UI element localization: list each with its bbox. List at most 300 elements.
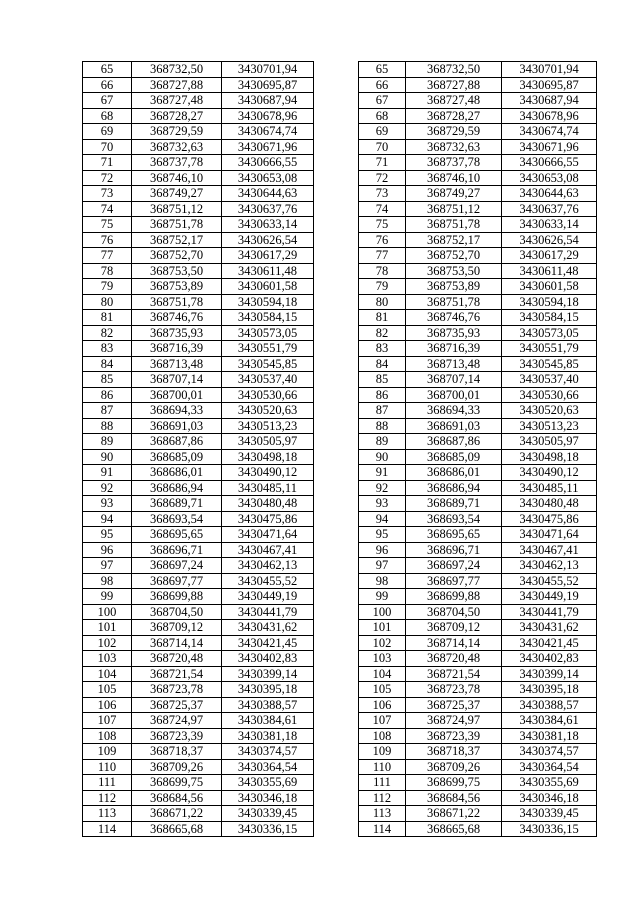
left-point-number-cell: 83: [83, 341, 132, 357]
right-x-coordinate-cell: 368752,17: [406, 232, 502, 248]
table-row: [83, 620, 597, 636]
left-point-number-cell: 94: [83, 511, 132, 527]
table-row: [83, 217, 597, 233]
right-point-number-cell: 88: [359, 418, 406, 434]
column-gap: [314, 713, 359, 729]
right-y-coordinate-cell: 3430455,52: [502, 573, 597, 589]
left-point-number-cell: 110: [83, 759, 132, 775]
left-point-number-cell: 84: [83, 356, 132, 372]
left-x-coordinate-cell: 368721,54: [132, 666, 222, 682]
column-gap: [314, 403, 359, 419]
right-point-number-cell: 83: [359, 341, 406, 357]
column-gap: [314, 697, 359, 713]
left-point-number-cell: 77: [83, 248, 132, 264]
column-gap: [314, 325, 359, 341]
left-y-coordinate-cell: 3430467,41: [222, 542, 314, 558]
right-x-coordinate-cell: 368699,88: [406, 589, 502, 605]
right-point-number-cell: 75: [359, 217, 406, 233]
left-x-coordinate-cell: 368723,78: [132, 682, 222, 698]
table-row: [83, 558, 597, 574]
table-row: [83, 542, 597, 558]
right-point-number-cell: 80: [359, 294, 406, 310]
left-y-coordinate-cell: 3430644,63: [222, 186, 314, 202]
left-x-coordinate-cell: 368687,86: [132, 434, 222, 450]
column-gap: [314, 604, 359, 620]
table-row: [83, 93, 597, 109]
column-gap: [314, 263, 359, 279]
column-gap: [314, 387, 359, 403]
left-point-number-cell: 78: [83, 263, 132, 279]
left-y-coordinate-cell: 3430381,18: [222, 728, 314, 744]
left-point-number-cell: 103: [83, 651, 132, 667]
right-x-coordinate-cell: 368716,39: [406, 341, 502, 357]
left-point-number-cell: 67: [83, 93, 132, 109]
right-y-coordinate-cell: 3430449,19: [502, 589, 597, 605]
table-row: [83, 139, 597, 155]
table-row: [83, 604, 597, 620]
left-x-coordinate-cell: 368732,50: [132, 62, 222, 78]
right-y-coordinate-cell: 3430431,62: [502, 620, 597, 636]
left-y-coordinate-cell: 3430431,62: [222, 620, 314, 636]
right-point-number-cell: 104: [359, 666, 406, 682]
right-point-number-cell: 100: [359, 604, 406, 620]
right-x-coordinate-cell: 368752,70: [406, 248, 502, 264]
right-point-number-cell: 89: [359, 434, 406, 450]
right-y-coordinate-cell: 3430475,86: [502, 511, 597, 527]
right-x-coordinate-cell: 368704,50: [406, 604, 502, 620]
right-x-coordinate-cell: 368720,48: [406, 651, 502, 667]
table-row: [83, 248, 597, 264]
right-point-number-cell: 87: [359, 403, 406, 419]
right-y-coordinate-cell: 3430573,05: [502, 325, 597, 341]
right-y-coordinate-cell: 3430611,48: [502, 263, 597, 279]
right-point-number-cell: 76: [359, 232, 406, 248]
column-gap: [314, 728, 359, 744]
left-x-coordinate-cell: 368729,59: [132, 124, 222, 140]
column-gap: [314, 542, 359, 558]
table-row: [83, 170, 597, 186]
table-row: [83, 372, 597, 388]
column-gap: [314, 372, 359, 388]
right-x-coordinate-cell: 368699,75: [406, 775, 502, 791]
right-y-coordinate-cell: 3430374,57: [502, 744, 597, 760]
left-x-coordinate-cell: 368713,48: [132, 356, 222, 372]
left-point-number-cell: 86: [83, 387, 132, 403]
column-gap: [314, 124, 359, 140]
right-y-coordinate-cell: 3430695,87: [502, 77, 597, 93]
right-y-coordinate-cell: 3430551,79: [502, 341, 597, 357]
left-point-number-cell: 108: [83, 728, 132, 744]
left-point-number-cell: 109: [83, 744, 132, 760]
right-x-coordinate-cell: 368696,71: [406, 542, 502, 558]
right-point-number-cell: 91: [359, 465, 406, 481]
right-y-coordinate-cell: 3430381,18: [502, 728, 597, 744]
table-row: [83, 666, 597, 682]
table-row: [83, 527, 597, 543]
left-point-number-cell: 66: [83, 77, 132, 93]
right-x-coordinate-cell: 368689,71: [406, 496, 502, 512]
right-x-coordinate-cell: 368723,39: [406, 728, 502, 744]
right-x-coordinate-cell: 368728,27: [406, 108, 502, 124]
column-gap: [314, 139, 359, 155]
left-y-coordinate-cell: 3430475,86: [222, 511, 314, 527]
right-x-coordinate-cell: 368687,86: [406, 434, 502, 450]
left-x-coordinate-cell: 368751,78: [132, 294, 222, 310]
left-x-coordinate-cell: 368737,78: [132, 155, 222, 171]
table-row: [83, 62, 597, 78]
left-y-coordinate-cell: 3430633,14: [222, 217, 314, 233]
left-y-coordinate-cell: 3430671,96: [222, 139, 314, 155]
column-gap: [314, 465, 359, 481]
column-gap: [314, 806, 359, 822]
right-point-number-cell: 65: [359, 62, 406, 78]
right-x-coordinate-cell: 368735,93: [406, 325, 502, 341]
left-point-number-cell: 97: [83, 558, 132, 574]
left-point-number-cell: 98: [83, 573, 132, 589]
left-point-number-cell: 89: [83, 434, 132, 450]
table-row: [83, 418, 597, 434]
column-gap: [314, 294, 359, 310]
column-gap: [314, 201, 359, 217]
right-point-number-cell: 112: [359, 790, 406, 806]
left-point-number-cell: 68: [83, 108, 132, 124]
column-gap: [314, 666, 359, 682]
right-x-coordinate-cell: 368686,01: [406, 465, 502, 481]
right-x-coordinate-cell: 368746,10: [406, 170, 502, 186]
left-x-coordinate-cell: 368693,54: [132, 511, 222, 527]
column-gap: [314, 449, 359, 465]
left-y-coordinate-cell: 3430573,05: [222, 325, 314, 341]
right-x-coordinate-cell: 368691,03: [406, 418, 502, 434]
table-row: [83, 310, 597, 326]
right-y-coordinate-cell: 3430355,69: [502, 775, 597, 791]
right-point-number-cell: 77: [359, 248, 406, 264]
column-gap: [314, 310, 359, 326]
table-row: [83, 806, 597, 822]
right-y-coordinate-cell: 3430601,58: [502, 279, 597, 295]
left-x-coordinate-cell: 368751,78: [132, 217, 222, 233]
table-row: [83, 589, 597, 605]
left-point-number-cell: 79: [83, 279, 132, 295]
right-x-coordinate-cell: 368721,54: [406, 666, 502, 682]
table-row: [83, 186, 597, 202]
left-point-number-cell: 75: [83, 217, 132, 233]
right-y-coordinate-cell: 3430467,41: [502, 542, 597, 558]
column-gap: [314, 341, 359, 357]
left-y-coordinate-cell: 3430611,48: [222, 263, 314, 279]
table-row: [83, 434, 597, 450]
table-row: [83, 77, 597, 93]
left-point-number-cell: 92: [83, 480, 132, 496]
left-point-number-cell: 90: [83, 449, 132, 465]
table-row: [83, 155, 597, 171]
left-x-coordinate-cell: 368753,89: [132, 279, 222, 295]
left-x-coordinate-cell: 368709,12: [132, 620, 222, 636]
table-row: [83, 759, 597, 775]
right-y-coordinate-cell: 3430513,23: [502, 418, 597, 434]
left-x-coordinate-cell: 368704,50: [132, 604, 222, 620]
left-x-coordinate-cell: 368751,12: [132, 201, 222, 217]
right-point-number-cell: 69: [359, 124, 406, 140]
left-point-number-cell: 69: [83, 124, 132, 140]
left-y-coordinate-cell: 3430455,52: [222, 573, 314, 589]
right-y-coordinate-cell: 3430339,45: [502, 806, 597, 822]
column-gap: [314, 93, 359, 109]
right-x-coordinate-cell: 368718,37: [406, 744, 502, 760]
right-y-coordinate-cell: 3430498,18: [502, 449, 597, 465]
left-y-coordinate-cell: 3430449,19: [222, 589, 314, 605]
right-x-coordinate-cell: 368684,56: [406, 790, 502, 806]
table-row: [83, 403, 597, 419]
right-x-coordinate-cell: 368707,14: [406, 372, 502, 388]
column-gap: [314, 527, 359, 543]
right-y-coordinate-cell: 3430346,18: [502, 790, 597, 806]
right-point-number-cell: 85: [359, 372, 406, 388]
left-x-coordinate-cell: 368696,71: [132, 542, 222, 558]
table-row: [83, 356, 597, 372]
right-point-number-cell: 78: [359, 263, 406, 279]
left-x-coordinate-cell: 368749,27: [132, 186, 222, 202]
left-y-coordinate-cell: 3430498,18: [222, 449, 314, 465]
left-point-number-cell: 114: [83, 821, 132, 837]
right-point-number-cell: 103: [359, 651, 406, 667]
column-gap: [314, 77, 359, 93]
right-point-number-cell: 67: [359, 93, 406, 109]
column-gap: [314, 682, 359, 698]
right-x-coordinate-cell: 368746,76: [406, 310, 502, 326]
column-gap: [314, 170, 359, 186]
right-x-coordinate-cell: 368685,09: [406, 449, 502, 465]
left-y-coordinate-cell: 3430374,57: [222, 744, 314, 760]
right-x-coordinate-cell: 368697,24: [406, 558, 502, 574]
column-gap: [314, 186, 359, 202]
left-point-number-cell: 93: [83, 496, 132, 512]
right-point-number-cell: 79: [359, 279, 406, 295]
left-x-coordinate-cell: 368709,26: [132, 759, 222, 775]
left-y-coordinate-cell: 3430695,87: [222, 77, 314, 93]
right-point-number-cell: 74: [359, 201, 406, 217]
right-y-coordinate-cell: 3430480,48: [502, 496, 597, 512]
left-point-number-cell: 73: [83, 186, 132, 202]
column-gap: [314, 434, 359, 450]
table-row: [83, 496, 597, 512]
table-row: [83, 573, 597, 589]
table-row: [83, 465, 597, 481]
left-x-coordinate-cell: 368728,27: [132, 108, 222, 124]
column-gap: [314, 573, 359, 589]
left-y-coordinate-cell: 3430584,15: [222, 310, 314, 326]
left-point-number-cell: 76: [83, 232, 132, 248]
column-gap: [314, 511, 359, 527]
left-y-coordinate-cell: 3430520,63: [222, 403, 314, 419]
right-point-number-cell: 111: [359, 775, 406, 791]
right-y-coordinate-cell: 3430399,14: [502, 666, 597, 682]
left-x-coordinate-cell: 368753,50: [132, 263, 222, 279]
left-point-number-cell: 71: [83, 155, 132, 171]
right-x-coordinate-cell: 368751,78: [406, 217, 502, 233]
left-x-coordinate-cell: 368752,17: [132, 232, 222, 248]
right-y-coordinate-cell: 3430671,96: [502, 139, 597, 155]
column-gap: [314, 790, 359, 806]
right-point-number-cell: 82: [359, 325, 406, 341]
right-point-number-cell: 105: [359, 682, 406, 698]
coordinates-table-body: [83, 62, 597, 837]
left-x-coordinate-cell: 368735,93: [132, 325, 222, 341]
right-y-coordinate-cell: 3430674,74: [502, 124, 597, 140]
column-gap: [314, 418, 359, 434]
left-y-coordinate-cell: 3430637,76: [222, 201, 314, 217]
left-y-coordinate-cell: 3430462,13: [222, 558, 314, 574]
column-gap: [314, 635, 359, 651]
right-point-number-cell: 72: [359, 170, 406, 186]
table-row: [83, 232, 597, 248]
left-point-number-cell: 74: [83, 201, 132, 217]
right-y-coordinate-cell: 3430471,64: [502, 527, 597, 543]
right-y-coordinate-cell: 3430388,57: [502, 697, 597, 713]
column-gap: [314, 775, 359, 791]
left-x-coordinate-cell: 368700,01: [132, 387, 222, 403]
right-x-coordinate-cell: 368723,78: [406, 682, 502, 698]
left-y-coordinate-cell: 3430505,97: [222, 434, 314, 450]
left-y-coordinate-cell: 3430395,18: [222, 682, 314, 698]
right-point-number-cell: 96: [359, 542, 406, 558]
right-point-number-cell: 99: [359, 589, 406, 605]
right-y-coordinate-cell: 3430584,15: [502, 310, 597, 326]
left-point-number-cell: 107: [83, 713, 132, 729]
left-y-coordinate-cell: 3430485,11: [222, 480, 314, 496]
table-row: [83, 697, 597, 713]
left-y-coordinate-cell: 3430545,85: [222, 356, 314, 372]
left-point-number-cell: 113: [83, 806, 132, 822]
right-point-number-cell: 110: [359, 759, 406, 775]
column-gap: [314, 821, 359, 837]
column-gap: [314, 232, 359, 248]
left-x-coordinate-cell: 368746,76: [132, 310, 222, 326]
left-y-coordinate-cell: 3430490,12: [222, 465, 314, 481]
table-row: [83, 325, 597, 341]
right-point-number-cell: 98: [359, 573, 406, 589]
left-point-number-cell: 111: [83, 775, 132, 791]
left-point-number-cell: 100: [83, 604, 132, 620]
left-x-coordinate-cell: 368691,03: [132, 418, 222, 434]
table-row: [83, 201, 597, 217]
column-gap: [314, 744, 359, 760]
left-point-number-cell: 88: [83, 418, 132, 434]
table-row: [83, 511, 597, 527]
left-point-number-cell: 82: [83, 325, 132, 341]
left-y-coordinate-cell: 3430701,94: [222, 62, 314, 78]
left-x-coordinate-cell: 368725,37: [132, 697, 222, 713]
right-y-coordinate-cell: 3430485,11: [502, 480, 597, 496]
right-point-number-cell: 107: [359, 713, 406, 729]
right-point-number-cell: 81: [359, 310, 406, 326]
table-row: [83, 108, 597, 124]
left-y-coordinate-cell: 3430687,94: [222, 93, 314, 109]
left-x-coordinate-cell: 368695,65: [132, 527, 222, 543]
column-gap: [314, 155, 359, 171]
right-x-coordinate-cell: 368694,33: [406, 403, 502, 419]
left-y-coordinate-cell: 3430617,29: [222, 248, 314, 264]
right-point-number-cell: 84: [359, 356, 406, 372]
left-point-number-cell: 65: [83, 62, 132, 78]
right-point-number-cell: 94: [359, 511, 406, 527]
right-x-coordinate-cell: 368709,12: [406, 620, 502, 636]
left-point-number-cell: 96: [83, 542, 132, 558]
left-x-coordinate-cell: 368685,09: [132, 449, 222, 465]
column-gap: [314, 480, 359, 496]
left-x-coordinate-cell: 368752,70: [132, 248, 222, 264]
right-x-coordinate-cell: 368671,22: [406, 806, 502, 822]
right-x-coordinate-cell: 368753,89: [406, 279, 502, 295]
right-y-coordinate-cell: 3430701,94: [502, 62, 597, 78]
table-row: [83, 790, 597, 806]
table-row: [83, 480, 597, 496]
left-y-coordinate-cell: 3430594,18: [222, 294, 314, 310]
right-y-coordinate-cell: 3430644,63: [502, 186, 597, 202]
right-point-number-cell: 68: [359, 108, 406, 124]
right-y-coordinate-cell: 3430678,96: [502, 108, 597, 124]
left-y-coordinate-cell: 3430441,79: [222, 604, 314, 620]
left-y-coordinate-cell: 3430399,14: [222, 666, 314, 682]
table-row: [83, 728, 597, 744]
right-point-number-cell: 95: [359, 527, 406, 543]
left-x-coordinate-cell: 368714,14: [132, 635, 222, 651]
left-point-number-cell: 91: [83, 465, 132, 481]
left-y-coordinate-cell: 3430384,61: [222, 713, 314, 729]
left-y-coordinate-cell: 3430674,74: [222, 124, 314, 140]
right-point-number-cell: 108: [359, 728, 406, 744]
right-y-coordinate-cell: 3430633,14: [502, 217, 597, 233]
left-y-coordinate-cell: 3430480,48: [222, 496, 314, 512]
coordinates-table: [82, 61, 597, 837]
left-x-coordinate-cell: 368707,14: [132, 372, 222, 388]
right-y-coordinate-cell: 3430666,55: [502, 155, 597, 171]
left-y-coordinate-cell: 3430666,55: [222, 155, 314, 171]
left-x-coordinate-cell: 368684,56: [132, 790, 222, 806]
left-y-coordinate-cell: 3430678,96: [222, 108, 314, 124]
left-x-coordinate-cell: 368686,94: [132, 480, 222, 496]
left-x-coordinate-cell: 368723,39: [132, 728, 222, 744]
left-point-number-cell: 85: [83, 372, 132, 388]
column-gap: [314, 108, 359, 124]
right-x-coordinate-cell: 368749,27: [406, 186, 502, 202]
right-x-coordinate-cell: 368713,48: [406, 356, 502, 372]
left-x-coordinate-cell: 368724,97: [132, 713, 222, 729]
left-y-coordinate-cell: 3430551,79: [222, 341, 314, 357]
right-x-coordinate-cell: 368727,48: [406, 93, 502, 109]
right-x-coordinate-cell: 368709,26: [406, 759, 502, 775]
left-point-number-cell: 112: [83, 790, 132, 806]
left-x-coordinate-cell: 368697,24: [132, 558, 222, 574]
right-y-coordinate-cell: 3430687,94: [502, 93, 597, 109]
right-point-number-cell: 109: [359, 744, 406, 760]
right-x-coordinate-cell: 368751,12: [406, 201, 502, 217]
table-row: [83, 449, 597, 465]
right-point-number-cell: 106: [359, 697, 406, 713]
left-point-number-cell: 105: [83, 682, 132, 698]
left-point-number-cell: 99: [83, 589, 132, 605]
table-row: [83, 124, 597, 140]
right-y-coordinate-cell: 3430637,76: [502, 201, 597, 217]
left-point-number-cell: 106: [83, 697, 132, 713]
right-point-number-cell: 93: [359, 496, 406, 512]
left-y-coordinate-cell: 3430471,64: [222, 527, 314, 543]
left-point-number-cell: 80: [83, 294, 132, 310]
right-y-coordinate-cell: 3430462,13: [502, 558, 597, 574]
left-y-coordinate-cell: 3430336,15: [222, 821, 314, 837]
left-point-number-cell: 102: [83, 635, 132, 651]
right-point-number-cell: 102: [359, 635, 406, 651]
